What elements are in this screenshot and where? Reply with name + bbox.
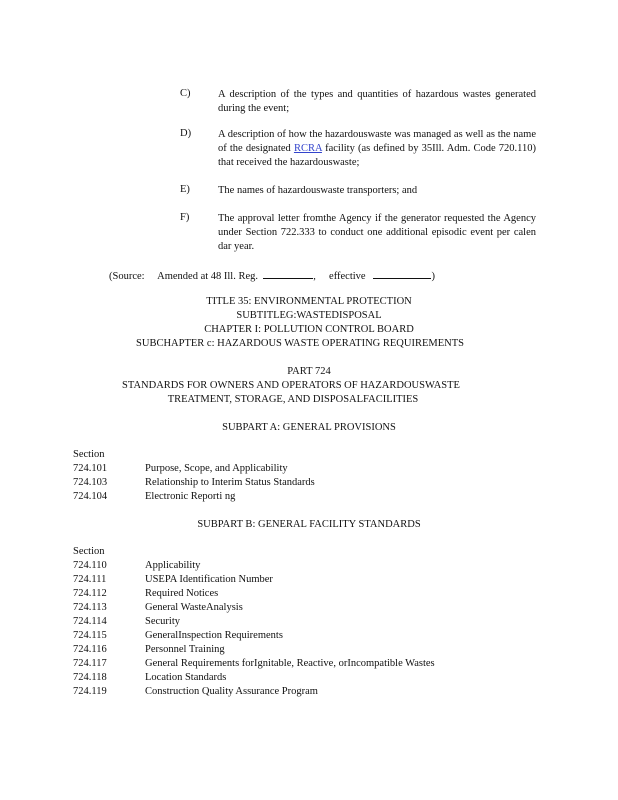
subpart-b-title: SUBPART B: GENERAL FACILITY STANDARDS [197,519,421,530]
register-volume-blank [263,268,313,279]
source-note [109,268,435,282]
item-text-e: The names of hazardouswaste transporters; and [218,185,418,196]
part-title-line-1: STANDARDS FOR OWNERS AND OPERATORS OF HAZARDOUSWASTE [122,380,460,391]
section-number: 724.115 [73,630,107,641]
section-number: 724.103 [73,477,108,488]
section-title: Purpose, Scope, and Applicability [145,463,288,474]
section-number: 724.119 [73,686,107,697]
item-letter-c: C) [180,88,191,99]
section-number: 724.101 [73,463,108,474]
item-text-d-after: facility (as defined by 35Ill. Adm. Code 720.110) that received the hazardouswaste; [218,143,537,168]
section-number: 724.117 [73,658,107,669]
item-letter-e: E) [180,184,190,195]
subpart-b-section-label: Section [73,546,105,557]
item-letter-d: D) [180,128,192,139]
item-text-d-before: A description of how the hazardouswaste was managed as well as the name of the designated [218,129,536,154]
source-close: ) [431,271,435,282]
section-number: 724.104 [73,491,108,502]
section-title: General WasteAnalysis [145,602,243,613]
part-title-line-2: TREATMENT, STORAGE, AND DISPOSALFACILITIES [167,394,419,405]
source-open: (Source: [109,271,145,282]
subchapter-heading: SUBCHAPTER c: HAZARDOUS WASTE OPERATING REQUIREMENTS [136,338,464,349]
section-title: Personnel Training [145,644,225,655]
section-title: Electronic Reporti ng [145,491,236,502]
section-title: General Requirements forIgnitable, Reactive, orIncompatible Wastes [145,658,435,669]
section-number: 724.116 [73,644,107,655]
section-title: Security [145,616,180,627]
subpart-a-section-label: Section [73,449,105,460]
section-title: Construction Quality Assurance Program [145,686,318,697]
section-title: Relationship to Interim Status Standards [145,477,315,488]
effective-date-blank [373,268,431,279]
section-number: 724.111 [73,574,107,585]
subtitle-heading: SUBTITLEG:WASTEDISPOSAL [236,310,382,321]
item-letter-f: F) [180,212,190,223]
item-text-f: The approval letter fromthe Agency if the generator requested the Agency under Section 722.333 to conduct one additional episodic event per calen dar year. [218,213,536,252]
rcra-link[interactable]: RCRA [293,143,322,154]
item-text-d [218,128,536,170]
chapter-heading: CHAPTER I: POLLUTION CONTROL BOARD [204,324,414,335]
item-text-c: A description of the types and quantities of hazardous wastes generated during the event; [218,89,536,114]
section-number: 724.118 [73,672,107,683]
section-title: Applicability [145,560,201,571]
section-title: USEPA Identification Number [145,574,273,585]
part-heading: PART 724 [287,366,331,377]
source-effective: effective [329,271,366,282]
section-title: Location Standards [145,672,227,683]
section-number: 724.112 [73,588,107,599]
source-comma: , [313,271,316,282]
section-number: 724.113 [73,602,107,613]
title-heading: TITLE 35: ENVIRONMENTAL PROTECTION [206,296,412,307]
section-title: GeneralInspection Requirements [145,630,283,641]
subpart-a-title: SUBPART A: GENERAL PROVISIONS [222,422,396,433]
section-number: 724.114 [73,616,107,627]
section-title: Required Notices [145,588,219,599]
section-number: 724.110 [73,560,107,571]
source-amended: Amended at 48 Ill. Reg. [157,271,259,282]
